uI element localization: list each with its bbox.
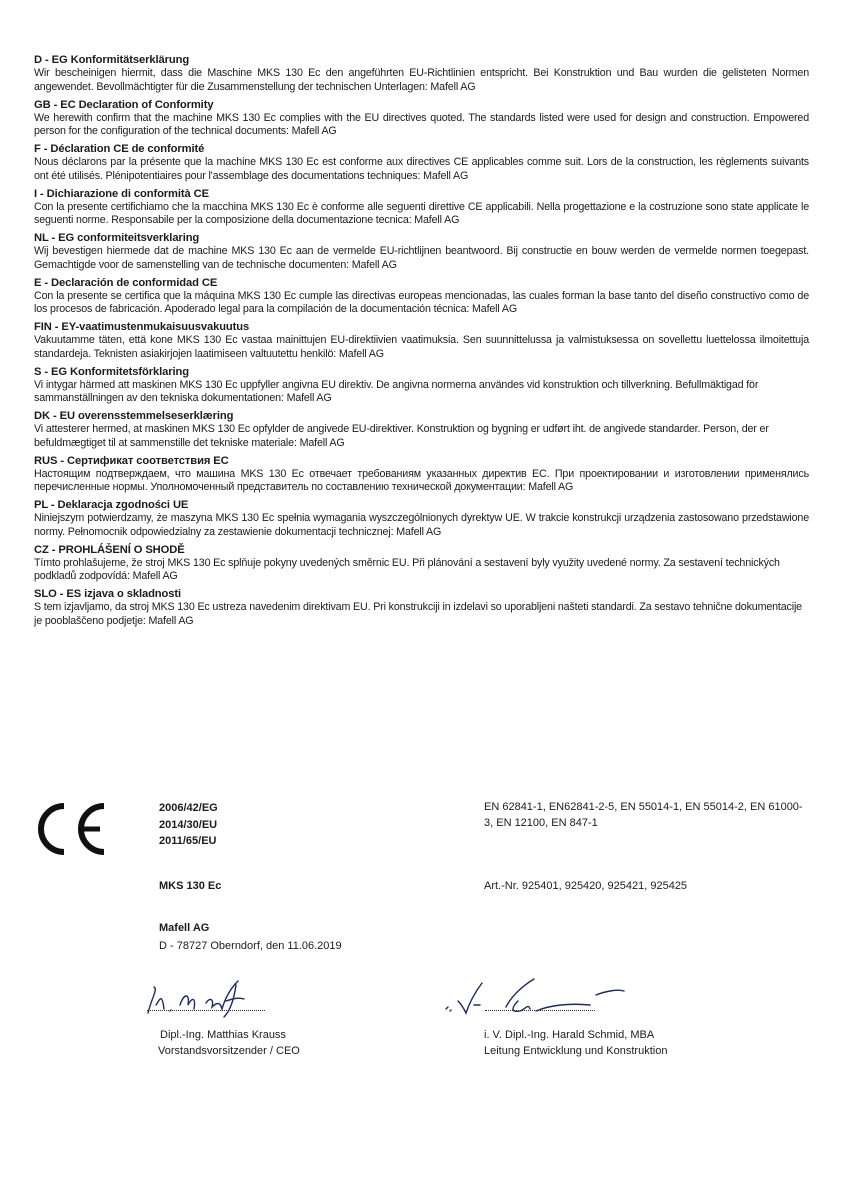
signatory-left [158,1027,300,1059]
section-heading: D - EG Konformitätserklärung [34,54,190,66]
directive: 2006/42/EG [159,802,218,814]
signatory-name: i. V. Dipl.-Ing. Harald Schmid, MBA [484,1029,655,1041]
section-text: Nous déclarons par la présente que la machine MKS 130 Ec est conforme aux directives CE applicables comme suit. Lors de la construction, les règlements suivants ont été utilisés. Plénipotentiaires pour l'assemblage des documentations techniques: Mafell AG [34,156,809,182]
section-text: Wir bescheinigen hiermit, dass die Maschine MKS 130 Ec den angeführten EU-Richtlinien entspricht. Bei Konstruktion und Bau wurden die gelisteten Normen angewendet. Bevollmächtigter für die Zusammenstellung der technischen Unterlagen: Mafell AG [34,67,809,93]
directive: 2014/30/EU [159,818,218,831]
model-name: MKS 130 Ec [159,880,222,892]
signature-line-right [485,1010,595,1011]
section-text: Настоящим подтверждаем, что машина MKS 130 Ec отвечает требованиям указанных директив ЕС. При проектировании и изготовлении применялись перечисленные нормы. Уполномоченный представитель по составлению технической документации: Mafell AG [34,467,809,494]
signature-right [440,965,640,1025]
section-heading: F - Déclaration CE de conformité [34,143,205,156]
section-ru [34,455,809,495]
section-slo [34,588,809,628]
section-text: S tem izjavljamo, da stroj MKS 130 Ec ustreza navedenim direktivam EU. Pri konstrukciji in izdelavi so uporabljeni našteti standardi. Za sestavo tehnične dokumentacije je pooblaščeno podjetje: Mafell AG [34,601,802,627]
section-heading: SLO - ES izjava o skladnosti [34,588,182,601]
section-heading: PL - Deklaracja zgodności UE [34,499,189,512]
section-pl [34,499,809,539]
section-nl [34,232,809,272]
section-text: Niniejszym potwierdzamy, że maszyna MKS 130 Ec spełnia wymagania wyszczególnionych dyrektyw UE. W trakcie konstrukcji urządzenia zastosowano przedstawione normy. Pełnomocnik odpowiedzialny za zestawienie dokumentacji technicznej: Mafell AG [34,512,809,538]
section-text: Vakuutamme täten, että kone MKS 130 Ec vastaa mainittujen EU-direktiivien vaatimuksia. Sen suunnittelussa ja valmistuksessa on sovellettu luettelossa ilmoitettuja standardeja. Teknisten asiakirjojen laatimiseen valtuutettu henkilö: Mafell AG [34,334,809,360]
section-text: Con la presente certifichiamo che la macchina MKS 130 Ec è conforme alle seguenti direttive CE applicabili. Nella progettazione e la costruzione sono state applicate le seguenti norme. Responsabile per la composizione della documentazione tecnica: Mafell AG [34,200,809,227]
signatory-title: Vorstandsvorsitzender / CEO [158,1045,300,1057]
signature-left [140,975,280,1025]
ce-mark-icon [34,800,112,858]
section-heading: FIN - EY-vaatimustenmukaisuusvakuutus [34,321,250,334]
article-numbers: Art.-Nr. 925401, 925420, 925421, 925425 [484,880,688,892]
directives-list [159,800,218,850]
section-de [34,54,809,94]
section-heading: I - Dichiarazione di conformità CE [34,187,210,200]
section-gb [34,99,809,139]
signatory-title: Leitung Entwicklung und Konstruktion [484,1045,668,1057]
section-cz [34,544,809,584]
section-heading: NL - EG conformiteitsverklaring [34,232,200,245]
company-name: Mafell AG [159,922,210,934]
standards-list: EN 62841-1, EN62841-2-5, EN 55014-1, EN 55014-2, EN 61000-3, EN 12100, EN 847-1 [484,801,803,829]
directive: 2011/65/EU [159,835,217,847]
place-date: D - 78727 Oberndorf, den 11.06.2019 [159,940,342,952]
section-heading: RUS - Сертификат соответствия ЕС [34,454,229,467]
section-heading: CZ - PROHLÁŠENÍ O SHODĚ [34,543,185,556]
declarations [34,54,809,633]
section-heading: E - Declaración de conformidad CE [34,276,218,289]
section-heading: S - EG Konformitetsförklaring [34,365,189,378]
section-text: We herewith confirm that the machine MKS 130 Ec complies with the EU directives quoted. The standards listed were used for design and construction. Empowered person for the configuration of the technical documents: Mafell AG [34,111,809,138]
section-heading: GB - EC Declaration of Conformity [34,98,214,111]
section-text: Con la presente se certifica que la máquina MKS 130 Ec cumple las directivas europeas mencionadas, las cuales forman la base tanto del diseño constructivo como de los procesos de fabricación. Apoderado legal para la compilación de la documentación técnica: Mafell AG [34,289,809,316]
section-fr [34,143,809,183]
section-se [34,366,809,406]
section-text: Tímto prohlašujeme, že stroj MKS 130 Ec splňuje pokyny uvedených směrnic EU. Při plánování a sestavení byly využity uvedené normy. Za sestavení technických podkladů zodpovídá: Mafell AG [34,556,780,583]
section-text: Vi attesterer hermed, at maskinen MKS 130 Ec opfylder de angivede EU-direktiver. Konstruktion og bygning er udført iht. de angivede standarder. Person, der er befuldmægtiget til at sammenstille det tekniske materiale: Mafell AG [34,423,769,449]
section-it [34,188,809,228]
section-heading: DK - EU overensstemmelseserklæring [34,410,234,423]
section-fi [34,321,809,361]
signature-line-left [147,1010,265,1011]
section-es [34,277,809,317]
section-text: Vi intygar härmed att maskinen MKS 130 Ec uppfyller angivna EU direktiv. De angivna normerna användes vid konstruktion och tillverkning. Befullmäktigad för sammanställningen av den tekniska dokumentationen: Mafell AG [34,378,759,405]
section-text: Wij bevestigen hiermede dat de machine MKS 130 Ec aan de vermelde EU-richtlijnen beantwoord. Bij constructie en bouw werden de vermelde normen toegepast. Gemachtigde voor de samenstelling van de technische documenten: Mafell AG [34,245,809,271]
signatory-name: Dipl.-Ing. Matthias Krauss [160,1029,286,1041]
signatory-right [484,1027,667,1059]
section-dk [34,410,809,450]
